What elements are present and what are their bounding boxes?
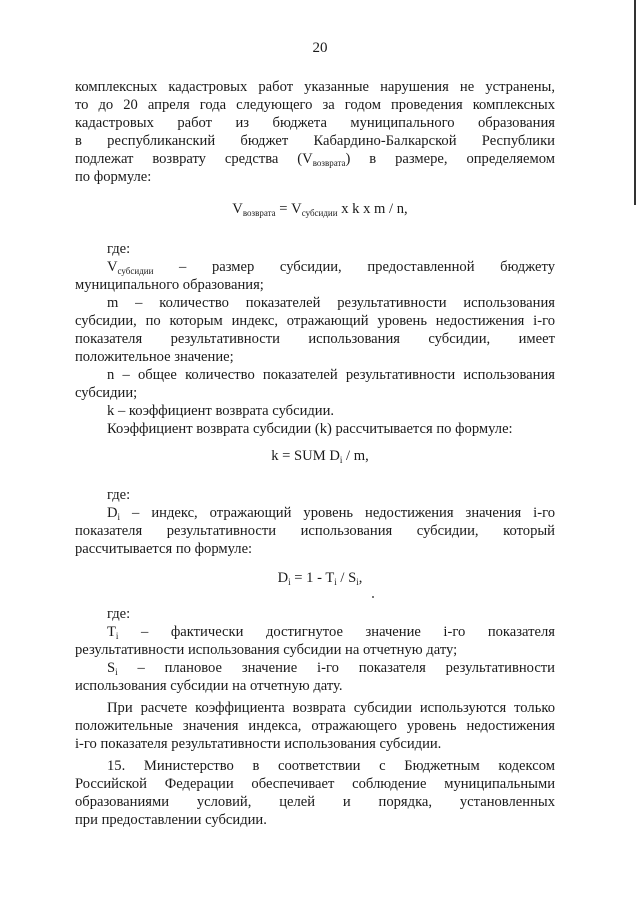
k-intro: Коэффициент возврата субсидии (k) рассчитывается по формуле: xyxy=(107,421,513,437)
definition-n: n – общее количество показателей результативности использования xyxy=(107,367,555,383)
page-number: 20 xyxy=(312,40,328,56)
definition-m: m – количество показателей результативности использования xyxy=(107,295,555,311)
definition-line: показателя результативности использования субсидии, который xyxy=(75,523,555,539)
paragraph-line: При расчете коэффициента возврата субсидии используются только xyxy=(107,700,555,716)
definition-line: положительное значение; xyxy=(75,349,234,365)
definition-d: $D_i$ – индекс, отражающий уровень недостижения значения i-го xyxy=(107,505,555,522)
paragraph-line: комплексных кадастровых работ указанные нарушения не устранены, xyxy=(75,79,555,95)
paragraph-line: при предоставлении субсидии. xyxy=(75,812,267,828)
paragraph-line: кадастровых работ из бюджета муниципального образования xyxy=(75,115,555,131)
paragraph-line: по формуле: xyxy=(75,169,152,185)
scan-edge-mark xyxy=(634,0,636,205)
definition-line: рассчитывается по формуле: xyxy=(75,541,253,557)
definition-s: $S_i$ – плановое значение i-го показателя результативности xyxy=(107,660,555,677)
formula-return-amount: $V_{возврата} = V_{субсидии}$ x k x m / n, xyxy=(232,201,408,218)
formula-index: $D_i = 1 - T_i / S_i$, xyxy=(277,570,363,587)
definition-t: $T_i$ – фактически достигнутое значение i-го показателя xyxy=(107,624,555,641)
definition-v-subsidy: $V_{субсидии}$ – размер субсидии, предоставленной бюджету xyxy=(107,259,555,276)
where-label: где: xyxy=(107,487,131,503)
definition-line: муниципального образования; xyxy=(75,277,264,293)
paragraph-line: то до 20 апреля года следующего за годом проведения комплексных xyxy=(75,97,555,113)
paragraph-line: положительные значения индекса, отражающего уровень недостижения xyxy=(75,718,555,734)
paragraph-line: подлежат возврату средства $(V_{возврата})$ в размере, определяемом xyxy=(75,151,555,168)
paragraph-15: 15. Министерство в соответствии с Бюджетным кодексом xyxy=(107,758,555,774)
definition-line: показателя результативности использования субсидии, имеет xyxy=(75,331,555,347)
formula-coefficient: k = SUM $D_i$ / m, xyxy=(271,448,369,465)
definition-k: k – коэффициент возврата субсидии. xyxy=(107,403,335,419)
paragraph-line: в республиканский бюджет Кабардино-Балкарской Республики xyxy=(75,133,555,149)
where-label: где: xyxy=(107,606,131,622)
paragraph-line: образованиями условий, целей и порядка, установленных xyxy=(75,794,555,810)
definition-line: субсидии, по которым индекс, отражающий уровень недостижения i-го xyxy=(75,313,555,329)
paragraph-line: Российской Федерации обеспечивает соблюдение муниципальными xyxy=(75,776,555,792)
definition-line: субсидии; xyxy=(75,385,138,401)
scan-speck xyxy=(372,596,374,598)
definition-line: результативности использования субсидии на отчетную дату; xyxy=(75,642,458,658)
where-label: где: xyxy=(107,241,131,257)
paragraph-line: i-го показателя результативности использования субсидии. xyxy=(75,736,442,752)
definition-line: использования субсидии на отчетную дату. xyxy=(75,678,343,694)
